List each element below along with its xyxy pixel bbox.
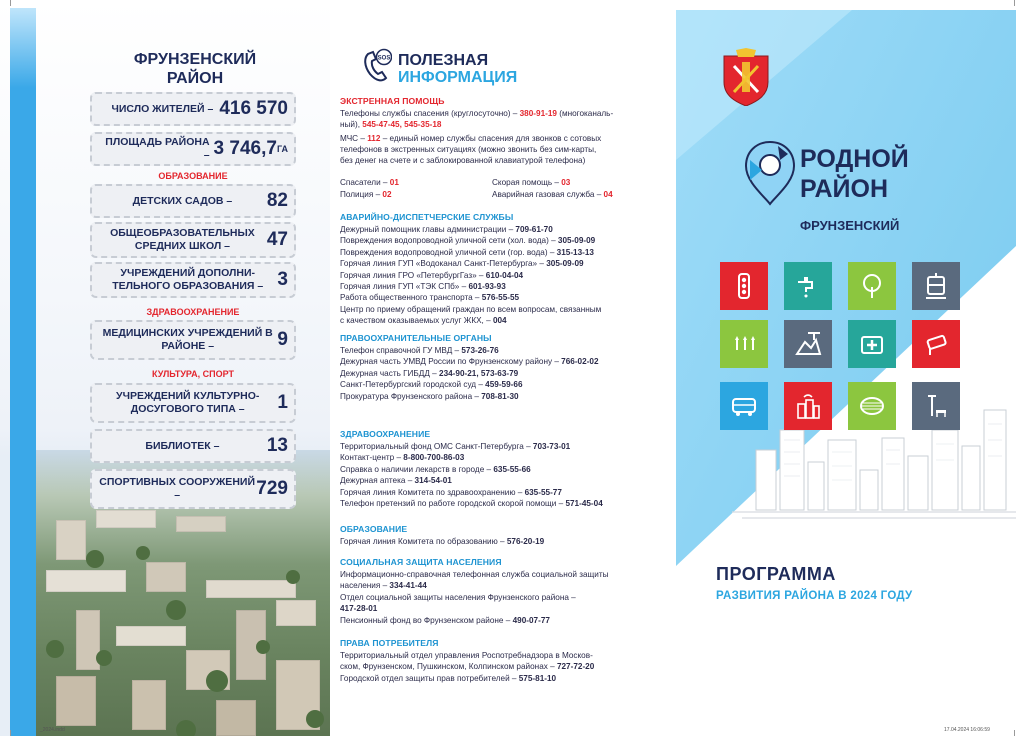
buildings-wifi-icon xyxy=(793,392,823,420)
stat-schools xyxy=(90,222,296,258)
contact-label: Работа общественного транспорта – xyxy=(340,293,482,303)
contact-label: Прокуратура Фрунзенского района – xyxy=(340,391,482,401)
contact-label: с качеством оказываемых услуг ЖКХ, – xyxy=(340,316,493,326)
category-tile xyxy=(784,382,832,430)
stat-kindergartens xyxy=(90,184,296,218)
stat-label: СПОРТИВНЫХ СООРУЖЕНИЙ – xyxy=(99,476,255,501)
contact-line xyxy=(340,235,660,246)
category-tile xyxy=(784,320,832,368)
contact-number: 766-02-02 xyxy=(561,357,599,367)
contact-label: Горячая линия Комитета по здравоохранению – xyxy=(340,487,525,497)
photo-building xyxy=(216,700,256,736)
contact-line xyxy=(340,452,660,463)
contact-label: Повреждения водопроводной уличной сети (хол. вода) – xyxy=(340,236,558,246)
section-title: ПРАВООХРАНИТЕЛЬНЫЕ ОРГАНЫ xyxy=(340,333,492,343)
contact-number: 305-09-09 xyxy=(557,236,596,246)
contact-line xyxy=(340,487,660,498)
sports-field-icon xyxy=(857,392,887,420)
stat-label: БИБЛИОТЕК – xyxy=(145,439,220,452)
section-healthcare: ЗДРАВООХРАНЕНИЕ xyxy=(146,307,240,317)
stat-label: ПЛОЩАДЬ РАЙОНА – xyxy=(105,136,210,161)
contact-number: 305-09-09 xyxy=(546,259,584,269)
contact-label: Территориальный отдел управления Роспотребнадзора в Москов- xyxy=(340,651,593,660)
photo-building xyxy=(56,520,86,560)
stat-label: УЧРЕЖДЕНИЙ КУЛЬТУРНО-ДОСУГОВОГО ТИПА – xyxy=(116,390,260,415)
contact-label: Телефон справочной ГУ МВД – xyxy=(340,346,462,355)
stat-label: ДЕТСКИХ САДОВ – xyxy=(132,194,233,207)
sos-phone-icon xyxy=(362,48,392,82)
category-tile xyxy=(912,262,960,310)
contact-line xyxy=(340,464,660,475)
contact-label: Повреждения водопроводной уличной сети (гор. вода) – xyxy=(340,247,557,257)
camera-icon xyxy=(921,330,951,358)
contact-line xyxy=(340,315,660,326)
contact-number: 8-800-700-86-03 xyxy=(403,453,465,463)
contact-line xyxy=(340,281,660,292)
section-culture-sport: КУЛЬТУРА, СПОРТ xyxy=(151,369,234,379)
info-line: ный), 545-47-45, 545-35-18 xyxy=(340,120,442,129)
section-title-emergency: ЭКСТРЕННАЯ ПОМОЩЬ xyxy=(340,96,445,106)
contact-label: Дежурная аптека – xyxy=(340,476,415,486)
contact-number: 234-90-21, 573-63-79 xyxy=(439,368,519,378)
stat-unit: ГА xyxy=(276,144,288,154)
contact-number: 703-73-01 xyxy=(532,442,571,451)
quick-number-ambulance: Скорая помощь – 03 xyxy=(492,178,571,187)
category-tile xyxy=(848,382,896,430)
category-tile xyxy=(784,262,832,310)
program-title: ПРОГРАММА xyxy=(716,564,836,584)
contact-label: населения – xyxy=(340,581,390,591)
contact-line xyxy=(340,661,660,672)
print-timestamp: 17.04.2024 16:06:59 xyxy=(944,727,990,733)
stat-sports xyxy=(90,469,296,509)
contact-number: 635-55-77 xyxy=(524,487,562,497)
section-title: СОЦИАЛЬНАЯ ЗАЩИТА НАСЕЛЕНИЯ xyxy=(340,557,502,567)
street-lamp-icon xyxy=(921,392,951,420)
info-line: Телефоны службы спасения (круглосуточно) – 380-91-19 (многоканаль- xyxy=(340,109,614,118)
contact-number: 708-81-30 xyxy=(481,391,519,401)
decorative-strip xyxy=(10,88,36,736)
contact-line xyxy=(340,258,660,269)
photo-tree xyxy=(306,710,324,728)
category-tile xyxy=(848,262,896,310)
category-tile xyxy=(720,320,768,368)
contact-label: Санкт-Петербургский городской суд – xyxy=(340,380,486,390)
contact-line xyxy=(340,356,660,367)
contact-line xyxy=(340,580,660,591)
traffic-light-icon xyxy=(729,272,759,300)
contact-line xyxy=(340,592,660,603)
quick-number-police: Полиция – 02 xyxy=(340,190,392,199)
contact-label: Контакт-центр – xyxy=(340,453,404,463)
contact-label: Информационно-справочная телефонная служба социальной защиты xyxy=(340,570,609,579)
district-title-line: РАЙОН xyxy=(166,70,224,87)
program-subtitle: РАЗВИТИЯ РАЙОНА В 2024 ГОДУ xyxy=(716,590,913,602)
photo-building xyxy=(46,570,126,592)
water-tap-icon xyxy=(793,272,823,300)
district-title xyxy=(90,50,300,88)
photo-building xyxy=(132,680,166,730)
section-title: АВАРИЙНО-ДИСПЕТЧЕРСКИЕ СЛУЖБЫ xyxy=(340,212,514,222)
stat-value: 729 xyxy=(256,478,288,499)
contact-number: 576-55-55 xyxy=(481,293,520,303)
contact-number: 601-93-93 xyxy=(468,282,506,291)
contact-label: Дежурная часть ГИБДД – xyxy=(340,368,440,378)
contact-number: 315-13-13 xyxy=(556,247,594,257)
crop-mark xyxy=(10,730,11,736)
contact-label: Горячая линия ГУП «ТЭК СПб» – xyxy=(340,282,469,291)
photo-tree xyxy=(46,640,64,658)
stat-value: 82 xyxy=(266,190,288,211)
stat-label: УЧРЕЖДЕНИЙ ДОПОЛНИ-ТЕЛЬНОГО ОБРАЗОВАНИЯ – xyxy=(112,267,264,292)
quick-number-rescue: Спасатели – 01 xyxy=(340,178,399,187)
contact-number: 610-04-04 xyxy=(485,270,524,280)
contact-line xyxy=(340,292,660,303)
photo-building xyxy=(276,600,316,626)
info-heading-line: ПОЛЕЗНАЯ xyxy=(398,52,489,69)
contact-label: Городской отдел защиты прав потребителей – xyxy=(340,673,519,683)
contact-line xyxy=(340,270,660,281)
contact-line xyxy=(340,224,660,235)
stat-extra-education xyxy=(90,262,296,298)
city-emblem-icon xyxy=(722,48,770,106)
category-tile xyxy=(848,320,896,368)
contact-line xyxy=(340,391,660,402)
photo-tree xyxy=(176,720,196,736)
crop-mark xyxy=(1014,730,1015,736)
crop-mark xyxy=(1014,0,1015,6)
crop-mark xyxy=(10,0,11,6)
stat-value: 13 xyxy=(266,435,288,456)
stat-value: 3 xyxy=(277,269,288,290)
print-file-name: _2024.indd xyxy=(40,727,65,733)
cover-panel xyxy=(672,0,1024,736)
photo-building xyxy=(206,580,296,598)
section-title: ПРАВА ПОТРЕБИТЕЛЯ xyxy=(340,638,439,648)
contact-number: 571-45-04 xyxy=(565,499,603,508)
brand-title xyxy=(800,144,909,204)
contact-label: Центр по приему обращений граждан по всем вопросам, связанным xyxy=(340,304,602,314)
photo-building xyxy=(116,626,186,646)
photo-tree xyxy=(256,640,270,654)
stat-label: ЧИСЛО ЖИТЕЛЕЙ – xyxy=(111,102,214,115)
section-title: ЗДРАВООХРАНЕНИЕ xyxy=(340,429,431,439)
district-stats-panel xyxy=(0,0,330,736)
contact-label: Территориальный фонд ОМС Санкт-Петербурга – xyxy=(340,442,533,451)
decorative-strip xyxy=(10,8,36,88)
stat-residents xyxy=(90,92,296,126)
cover-background xyxy=(672,0,1024,736)
stat-value: 3 746,7 xyxy=(213,138,277,159)
info-heading xyxy=(398,52,517,86)
info-line: телефонов в экстренных ситуациях (можно звонить без сим-карты, xyxy=(340,145,597,154)
contact-line xyxy=(340,569,660,580)
contact-line xyxy=(340,247,660,258)
contact-line xyxy=(340,368,660,379)
photo-tree xyxy=(136,546,150,560)
contact-line xyxy=(340,304,660,315)
stat-medical xyxy=(90,320,296,360)
contact-line xyxy=(340,475,660,486)
contact-line xyxy=(340,650,660,661)
stat-area xyxy=(90,132,296,166)
contact-number: 417-28-01 xyxy=(340,604,378,614)
contact-line xyxy=(340,536,660,547)
category-tile xyxy=(912,382,960,430)
contact-number: 727-72-20 xyxy=(556,662,595,672)
contact-number: 635-55-66 xyxy=(493,464,531,474)
contact-line xyxy=(340,615,660,626)
photo-building xyxy=(176,516,226,532)
quick-number-gas: Аварийная газовая служба – 04 xyxy=(492,190,613,199)
useful-info-panel xyxy=(330,0,672,736)
stat-value: 47 xyxy=(266,229,288,250)
stat-value: 1 xyxy=(277,392,288,413)
contact-number: 575-81-10 xyxy=(518,673,557,683)
category-tile xyxy=(912,320,960,368)
photo-tree xyxy=(206,670,228,692)
info-line: МЧС – 112 – единый номер службы спасения для звонков с сотовых xyxy=(340,134,602,143)
contact-label: Горячая линия ГРО «ПетербургГаз» – xyxy=(340,270,486,280)
contact-line xyxy=(340,498,660,509)
contact-line xyxy=(340,345,660,356)
contact-number: 490-07-77 xyxy=(512,615,550,625)
photo-tree xyxy=(166,600,186,620)
contact-line xyxy=(340,673,660,684)
contact-number: 573-26-76 xyxy=(461,346,499,355)
contact-number: 334-41-44 xyxy=(389,581,427,591)
contact-label: Горячая линия ГУП «Водоканал Санкт-Петербурга» – xyxy=(340,259,547,269)
stat-culture xyxy=(90,383,296,423)
map-pin-logo-icon xyxy=(744,140,796,206)
contact-label: Телефон претензий по работе городской скорой помощи – xyxy=(340,499,566,508)
photo-tree xyxy=(286,570,300,584)
photo-building xyxy=(96,510,156,528)
stat-libraries xyxy=(90,429,296,463)
section-title: ОБРАЗОВАНИЕ xyxy=(340,524,408,534)
category-tile xyxy=(720,382,768,430)
tram-icon xyxy=(921,272,951,300)
info-heading-line: ИНФОРМАЦИЯ xyxy=(398,69,518,86)
construction-icon xyxy=(793,330,823,358)
district-title-line: ФРУНЗЕНСКИЙ xyxy=(133,51,257,68)
stat-label: МЕДИЦИНСКИХ УЧРЕЖДЕНИЙ В РАЙОНЕ – xyxy=(102,327,273,352)
contact-line xyxy=(340,379,660,390)
category-tile xyxy=(720,262,768,310)
bus-icon xyxy=(729,392,759,420)
contact-label: Отдел социальной защиты населения Фрунзенского района – xyxy=(340,592,576,602)
contact-label: Справка о наличии лекарств в городе – xyxy=(340,464,494,474)
contact-number: 004 xyxy=(492,316,507,326)
brand-title-line: РАЙОН xyxy=(800,175,889,203)
contact-line xyxy=(340,603,660,614)
first-aid-icon xyxy=(857,330,887,358)
contact-number: 314-54-01 xyxy=(414,476,452,486)
contact-number: 459-59-66 xyxy=(485,380,523,390)
contact-label: ском, Фрунзенском, Пушкинском, Колпинском районах – xyxy=(340,662,557,672)
contact-label: Пенсионный фонд во Фрунзенском районе – xyxy=(340,615,513,625)
info-line: без денег на счете и с заблокированной клавиатурой телефона) xyxy=(340,156,586,165)
flowers-icon xyxy=(729,330,759,358)
photo-tree xyxy=(96,650,112,666)
brand-subtitle: ФРУНЗЕНСКИЙ xyxy=(800,218,900,233)
stat-value: 9 xyxy=(277,329,288,350)
contact-label: Горячая линия Комитета по образованию – xyxy=(340,537,507,546)
stat-value: 416 570 xyxy=(219,98,288,119)
contact-number: 576-20-19 xyxy=(506,537,545,546)
svg-text:SOS: SOS xyxy=(377,55,391,62)
photo-tree xyxy=(86,550,104,568)
contact-label: Дежурная часть УМВД России по Фрунзенскому району – xyxy=(340,357,562,367)
stat-label: ОБЩЕОБРАЗОВАТЕЛЬНЫХ СРЕДНИХ ШКОЛ – xyxy=(110,227,255,252)
brand-title-line: РОДНОЙ xyxy=(800,145,909,173)
contact-line xyxy=(340,441,660,452)
section-education: ОБРАЗОВАНИЕ xyxy=(158,171,228,181)
tree-icon xyxy=(857,272,887,300)
contact-number: 709-61-70 xyxy=(515,225,553,234)
photo-building xyxy=(146,562,186,592)
contact-label: Дежурный помощник главы администрации – xyxy=(340,225,516,234)
photo-building xyxy=(56,676,96,726)
